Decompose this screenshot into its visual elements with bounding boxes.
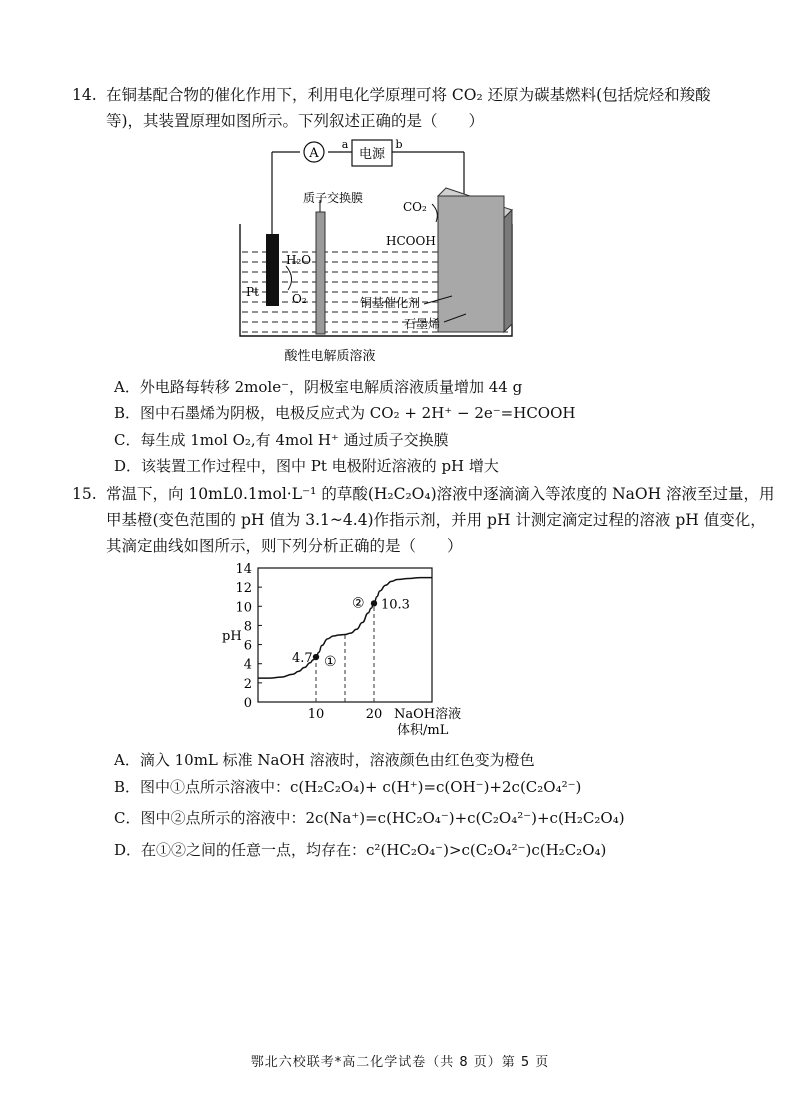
y-tick-label: 6 xyxy=(243,638,252,654)
graphene-label: 石墨烯 xyxy=(404,317,441,331)
catalyst-label: 铜基催化剂 xyxy=(360,296,421,310)
titration-curve xyxy=(258,578,432,679)
x-tick-label: 10 xyxy=(307,707,325,722)
y-tick-label: 10 xyxy=(235,600,252,616)
point-marker-label: ② xyxy=(352,595,365,612)
proton-exchange-membrane xyxy=(316,212,325,334)
power-supply-label: 电源 xyxy=(358,147,386,162)
q14-option-b[interactable]: B．图中石墨烯为阴极，电极反应式为 CO₂ + 2H⁺ − 2e⁻=HCOOH xyxy=(114,404,576,422)
q15-option-b[interactable]: B．图中①点所示溶液中：c(H₂C₂O₄)+ c(H⁺)=c(OH⁻)+2c(C₂O₄²⁻) xyxy=(114,778,582,796)
y-axis-label: pH xyxy=(222,629,242,644)
question-14-stem-line1: 在铜基配合物的催化作用下，利用电化学原理可将 CO₂ 还原为碳基燃料(包括烷烃和羧酸 xyxy=(106,86,711,104)
titration-chart xyxy=(0,558,800,748)
pt-electrode xyxy=(266,234,279,306)
question-15-stem-line1: 常温下，向 10mL0.1mol·L⁻¹ 的草酸(H₂C₂O₄)溶液中逐滴滴入等浓度的 NaOH 溶液至过量，用 xyxy=(106,485,775,503)
question-14-stem-line2: 等)，其装置原理如图所示。下列叙述正确的是（ ） xyxy=(106,112,485,130)
q15-option-c[interactable]: C．图中②点所示的溶液中：2c(Na⁺)=c(HC₂O₄⁻)+c(C₂O₄²⁻)+c(H₂C₂O₄) xyxy=(114,809,625,827)
page-footer: 鄂北六校联考*高二化学试卷（共 8 页）第 5 页 xyxy=(250,1055,550,1070)
terminal-b-label: b xyxy=(395,138,403,151)
graphene-electrode-face xyxy=(438,196,504,332)
q15-option-a[interactable]: A．滴入 10mL 标准 NaOH 溶液时，溶液颜色由红色变为橙色 xyxy=(114,751,535,769)
co2-label: CO₂ xyxy=(403,200,427,214)
point-marker-2 xyxy=(371,600,377,606)
h2o-label: H₂O xyxy=(286,253,312,267)
graphene-electrode-edge xyxy=(504,210,512,332)
y-tick-label: 14 xyxy=(235,562,252,577)
q14-option-a[interactable]: A．外电路每转移 2mole⁻，阴极室电解质溶液质量增加 44 g xyxy=(114,378,523,396)
ammeter-label: A xyxy=(309,146,319,161)
q14-option-c[interactable]: C．每生成 1mol O₂,有 4mol H⁺ 通过质子交换膜 xyxy=(114,431,449,449)
q15-option-d[interactable]: D．在①②之间的任意一点，均存在：c²(HC₂O₄⁻)>c(C₂O₄²⁻)c(H₂C₂O₄) xyxy=(114,841,607,859)
membrane-label: 质子交换膜 xyxy=(302,191,364,205)
point-marker-1 xyxy=(313,654,319,660)
question-15-stem-line3: 其滴定曲线如图所示，则下列分析正确的是（ ） xyxy=(106,537,463,555)
hcooh-label: HCOOH xyxy=(386,234,436,248)
question-14-number: 14. xyxy=(72,86,97,104)
electrolysis-diagram xyxy=(0,138,800,368)
y-tick-label: 4 xyxy=(243,657,252,673)
point-marker-label: ① xyxy=(324,654,337,671)
question-15-number: 15. xyxy=(72,485,97,503)
x-tick-label: 20 xyxy=(365,707,383,722)
solution-label: 酸性电解质溶液 xyxy=(284,349,376,364)
x-axis-label-line2: 体积/mL xyxy=(397,723,449,738)
point-value-label: 10.3 xyxy=(381,597,410,613)
q14-option-d[interactable]: D．该装置工作过程中，图中 Pt 电极附近溶液的 pH 增大 xyxy=(114,457,499,475)
pt-label: Pt xyxy=(246,285,259,299)
terminal-a-label: a xyxy=(341,138,349,151)
point-value-label: 4.7 xyxy=(292,651,313,667)
y-tick-label: 2 xyxy=(243,676,252,692)
y-tick-label: 12 xyxy=(235,581,252,597)
x-axis-label-line1: NaOH溶液 xyxy=(394,707,462,722)
y-tick-label: 0 xyxy=(243,696,252,711)
y-tick-label: 8 xyxy=(243,619,252,635)
o2-label: O₂ xyxy=(292,292,307,306)
question-15-stem-line2: 甲基橙(变色范围的 pH 值为 3.1~4.4)作指示剂，并用 pH 计测定滴定过程的溶液 pH 值变化， xyxy=(106,511,766,529)
